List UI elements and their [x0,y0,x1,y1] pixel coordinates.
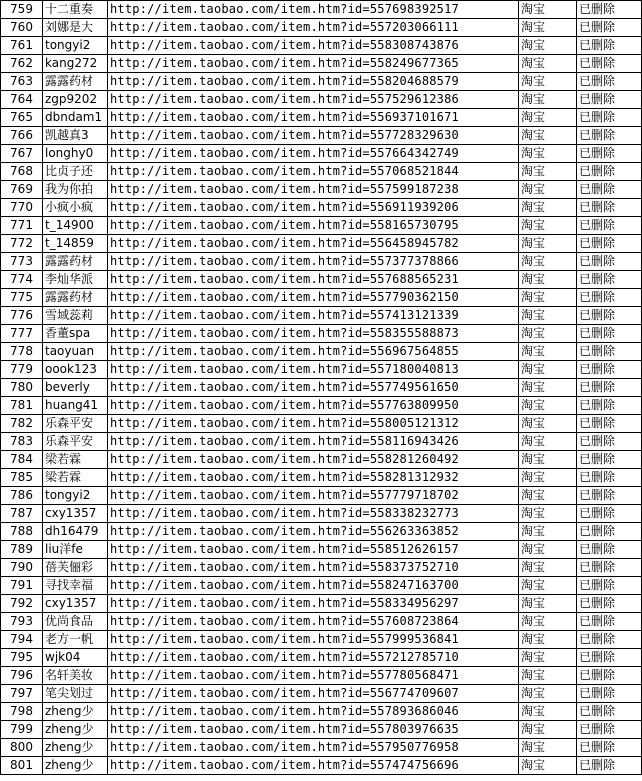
table-row[interactable] [1,721,642,739]
table-row[interactable] [1,55,642,73]
item-url-cell[interactable]: http://item.taobao.com/item.htm?id=557999536841 [108,631,519,649]
table-row[interactable] [1,181,642,199]
table-row[interactable] [1,271,642,289]
platform-cell[interactable]: 淘宝 [519,685,577,703]
table-row[interactable] [1,19,642,37]
item-url-cell[interactable]: http://item.taobao.com/item.htm?id=558281312932 [108,469,519,487]
item-url-cell[interactable]: http://item.taobao.com/item.htm?id=557749561650 [108,379,519,397]
row-number-cell[interactable]: 799 [1,721,43,739]
platform-cell[interactable]: 淘宝 [519,127,577,145]
platform-cell[interactable]: 淘宝 [519,469,577,487]
row-number-cell[interactable]: 797 [1,685,43,703]
platform-cell[interactable]: 淘宝 [519,19,577,37]
platform-cell[interactable]: 淘宝 [519,721,577,739]
row-number-cell[interactable]: 790 [1,559,43,577]
seller-name-cell[interactable]: zgp9202 [43,91,108,109]
item-url-cell[interactable]: http://item.taobao.com/item.htm?id=556263363852 [108,523,519,541]
row-number-cell[interactable]: 785 [1,469,43,487]
row-number-cell[interactable]: 774 [1,271,43,289]
row-number-cell[interactable]: 768 [1,163,43,181]
item-url-cell[interactable]: http://item.taobao.com/item.htm?id=557790362150 [108,289,519,307]
table-row[interactable] [1,595,642,613]
row-number-cell[interactable]: 796 [1,667,43,685]
status-cell[interactable]: 已删除 [577,469,642,487]
seller-name-cell[interactable]: 乐森平安 [43,433,108,451]
table-row[interactable] [1,289,642,307]
seller-name-cell[interactable]: cxy1357 [43,595,108,613]
platform-cell[interactable]: 淘宝 [519,325,577,343]
item-url-cell[interactable]: http://item.taobao.com/item.htm?id=558247163700 [108,577,519,595]
table-row[interactable] [1,145,642,163]
status-cell[interactable]: 已删除 [577,415,642,433]
seller-name-cell[interactable]: 李灿华派 [43,271,108,289]
status-cell[interactable]: 已删除 [577,559,642,577]
status-cell[interactable]: 已删除 [577,541,642,559]
status-cell[interactable]: 已删除 [577,181,642,199]
status-cell[interactable]: 已删除 [577,667,642,685]
item-url-cell[interactable]: http://item.taobao.com/item.htm?id=557377378866 [108,253,519,271]
row-number-cell[interactable]: 798 [1,703,43,721]
row-number-cell[interactable]: 788 [1,523,43,541]
seller-name-cell[interactable]: 蓓芙俪彩 [43,559,108,577]
item-url-cell[interactable]: http://item.taobao.com/item.htm?id=557780568471 [108,667,519,685]
seller-name-cell[interactable]: t_14859 [43,235,108,253]
seller-name-cell[interactable]: zheng少 [43,739,108,757]
platform-cell[interactable]: 淘宝 [519,397,577,415]
status-cell[interactable]: 已删除 [577,325,642,343]
platform-cell[interactable]: 淘宝 [519,379,577,397]
table-row[interactable] [1,361,642,379]
table-row[interactable] [1,451,642,469]
seller-name-cell[interactable]: zheng少 [43,703,108,721]
item-url-cell[interactable]: http://item.taobao.com/item.htm?id=557688565231 [108,271,519,289]
row-number-cell[interactable]: 794 [1,631,43,649]
row-number-cell[interactable]: 795 [1,649,43,667]
table-row[interactable] [1,235,642,253]
seller-name-cell[interactable]: 露露药材 [43,253,108,271]
platform-cell[interactable]: 淘宝 [519,307,577,325]
seller-name-cell[interactable]: wjk04 [43,649,108,667]
seller-name-cell[interactable]: longhy0 [43,145,108,163]
platform-cell[interactable]: 淘宝 [519,433,577,451]
status-cell[interactable]: 已删除 [577,739,642,757]
item-url-cell[interactable]: http://item.taobao.com/item.htm?id=558249677365 [108,55,519,73]
item-url-cell[interactable]: http://item.taobao.com/item.htm?id=558204688579 [108,73,519,91]
platform-cell[interactable]: 淘宝 [519,163,577,181]
status-cell[interactable]: 已删除 [577,433,642,451]
seller-name-cell[interactable]: 香董spa [43,325,108,343]
status-cell[interactable]: 已删除 [577,271,642,289]
seller-name-cell[interactable]: zheng少 [43,757,108,775]
seller-name-cell[interactable]: t_14900 [43,217,108,235]
platform-cell[interactable]: 淘宝 [519,37,577,55]
platform-cell[interactable]: 淘宝 [519,55,577,73]
status-cell[interactable]: 已删除 [577,199,642,217]
row-number-cell[interactable]: 792 [1,595,43,613]
table-row[interactable] [1,109,642,127]
row-number-cell[interactable]: 779 [1,361,43,379]
item-url-cell[interactable]: http://item.taobao.com/item.htm?id=558334956297 [108,595,519,613]
platform-cell[interactable]: 淘宝 [519,487,577,505]
status-cell[interactable]: 已删除 [577,253,642,271]
status-cell[interactable]: 已删除 [577,37,642,55]
seller-name-cell[interactable]: 凯越真3 [43,127,108,145]
item-url-cell[interactable]: http://item.taobao.com/item.htm?id=557413121339 [108,307,519,325]
row-number-cell[interactable]: 780 [1,379,43,397]
table-row[interactable] [1,559,642,577]
status-cell[interactable]: 已删除 [577,451,642,469]
row-number-cell[interactable]: 789 [1,541,43,559]
platform-cell[interactable]: 淘宝 [519,145,577,163]
table-row[interactable] [1,217,642,235]
status-cell[interactable]: 已删除 [577,505,642,523]
table-row[interactable] [1,127,642,145]
table-row[interactable] [1,613,642,631]
seller-name-cell[interactable]: beverly [43,379,108,397]
platform-cell[interactable]: 淘宝 [519,181,577,199]
status-cell[interactable]: 已删除 [577,289,642,307]
table-row[interactable] [1,73,642,91]
item-url-cell[interactable]: http://item.taobao.com/item.htm?id=557893686046 [108,703,519,721]
platform-cell[interactable]: 淘宝 [519,613,577,631]
platform-cell[interactable]: 淘宝 [519,343,577,361]
seller-name-cell[interactable]: 露露药材 [43,289,108,307]
table-row[interactable] [1,523,642,541]
platform-cell[interactable]: 淘宝 [519,667,577,685]
platform-cell[interactable]: 淘宝 [519,109,577,127]
item-url-cell[interactable]: http://item.taobao.com/item.htm?id=556458945782 [108,235,519,253]
table-row[interactable] [1,433,642,451]
row-number-cell[interactable]: 776 [1,307,43,325]
seller-name-cell[interactable]: 寻找幸福 [43,577,108,595]
item-url-cell[interactable]: http://item.taobao.com/item.htm?id=558338232773 [108,505,519,523]
status-cell[interactable]: 已删除 [577,55,642,73]
item-url-cell[interactable]: http://item.taobao.com/item.htm?id=558281260492 [108,451,519,469]
row-number-cell[interactable]: 762 [1,55,43,73]
table-row[interactable] [1,379,642,397]
status-cell[interactable]: 已删除 [577,109,642,127]
item-url-cell[interactable]: http://item.taobao.com/item.htm?id=557698392517 [108,1,519,19]
status-cell[interactable]: 已删除 [577,757,642,775]
row-number-cell[interactable]: 778 [1,343,43,361]
row-number-cell[interactable]: 765 [1,109,43,127]
platform-cell[interactable]: 淘宝 [519,703,577,721]
item-url-cell[interactable]: http://item.taobao.com/item.htm?id=558116943426 [108,433,519,451]
item-url-cell[interactable]: http://item.taobao.com/item.htm?id=558308743876 [108,37,519,55]
table-row[interactable] [1,541,642,559]
table-row[interactable] [1,649,642,667]
table-row[interactable] [1,253,642,271]
status-cell[interactable]: 已删除 [577,1,642,19]
seller-name-cell[interactable]: zheng少 [43,721,108,739]
row-number-cell[interactable]: 771 [1,217,43,235]
item-url-cell[interactable]: http://item.taobao.com/item.htm?id=556937101671 [108,109,519,127]
row-number-cell[interactable]: 791 [1,577,43,595]
platform-cell[interactable]: 淘宝 [519,415,577,433]
seller-name-cell[interactable]: 优尚食品 [43,613,108,631]
platform-cell[interactable]: 淘宝 [519,523,577,541]
status-cell[interactable]: 已删除 [577,631,642,649]
row-number-cell[interactable]: 759 [1,1,43,19]
row-number-cell[interactable]: 761 [1,37,43,55]
seller-name-cell[interactable]: 比贞子还 [43,163,108,181]
item-url-cell[interactable]: http://item.taobao.com/item.htm?id=558355588873 [108,325,519,343]
seller-name-cell[interactable]: 梁若霖 [43,451,108,469]
table-row[interactable] [1,307,642,325]
status-cell[interactable]: 已删除 [577,91,642,109]
status-cell[interactable]: 已删除 [577,217,642,235]
table-row[interactable] [1,757,642,775]
item-url-cell[interactable]: http://item.taobao.com/item.htm?id=558005121312 [108,415,519,433]
table-row[interactable] [1,415,642,433]
table-row[interactable] [1,343,642,361]
seller-name-cell[interactable]: liu洋fe [43,541,108,559]
seller-name-cell[interactable]: 梁若霖 [43,469,108,487]
item-url-cell[interactable]: http://item.taobao.com/item.htm?id=557180040813 [108,361,519,379]
table-row[interactable] [1,397,642,415]
platform-cell[interactable]: 淘宝 [519,757,577,775]
platform-cell[interactable]: 淘宝 [519,595,577,613]
table-body [1,1,642,775]
seller-name-cell[interactable]: oook123 [43,361,108,379]
row-number-cell[interactable]: 764 [1,91,43,109]
item-url-cell[interactable]: http://item.taobao.com/item.htm?id=557728329630 [108,127,519,145]
table-row[interactable] [1,685,642,703]
item-url-cell[interactable]: http://item.taobao.com/item.htm?id=557203066111 [108,19,519,37]
seller-name-cell[interactable]: 笔尖划过 [43,685,108,703]
table-row[interactable] [1,37,642,55]
row-number-cell[interactable]: 781 [1,397,43,415]
status-cell[interactable]: 已删除 [577,19,642,37]
table-row[interactable] [1,325,642,343]
seller-name-cell[interactable]: 雪域蕊莉 [43,307,108,325]
platform-cell[interactable]: 淘宝 [519,577,577,595]
seller-name-cell[interactable]: 名轩美妆 [43,667,108,685]
status-cell[interactable]: 已删除 [577,307,642,325]
status-cell[interactable]: 已删除 [577,379,642,397]
seller-name-cell[interactable]: tongyi2 [43,37,108,55]
item-url-cell[interactable]: http://item.taobao.com/item.htm?id=557529612386 [108,91,519,109]
platform-cell[interactable]: 淘宝 [519,631,577,649]
table-row[interactable] [1,487,642,505]
platform-cell[interactable]: 淘宝 [519,451,577,469]
row-number-cell[interactable]: 775 [1,289,43,307]
platform-cell[interactable]: 淘宝 [519,649,577,667]
status-cell[interactable]: 已删除 [577,523,642,541]
seller-name-cell[interactable]: 十二重奏 [43,1,108,19]
table-row[interactable] [1,739,642,757]
status-cell[interactable]: 已删除 [577,721,642,739]
row-number-cell[interactable]: 786 [1,487,43,505]
seller-name-cell[interactable]: 刘娜是大 [43,19,108,37]
platform-cell[interactable]: 淘宝 [519,739,577,757]
seller-name-cell[interactable]: dbndam1 [43,109,108,127]
item-url-cell[interactable]: http://item.taobao.com/item.htm?id=557664342749 [108,145,519,163]
status-cell[interactable]: 已删除 [577,163,642,181]
row-number-cell[interactable]: 793 [1,613,43,631]
status-cell[interactable]: 已删除 [577,487,642,505]
row-number-cell[interactable]: 772 [1,235,43,253]
platform-cell[interactable]: 淘宝 [519,91,577,109]
item-url-cell[interactable]: http://item.taobao.com/item.htm?id=557608723864 [108,613,519,631]
table-row[interactable] [1,91,642,109]
seller-name-cell[interactable]: dh16479 [43,523,108,541]
row-number-cell[interactable]: 769 [1,181,43,199]
row-number-cell[interactable]: 770 [1,199,43,217]
platform-cell[interactable]: 淘宝 [519,199,577,217]
row-number-cell[interactable]: 782 [1,415,43,433]
item-url-cell[interactable]: http://item.taobao.com/item.htm?id=557212785710 [108,649,519,667]
seller-name-cell[interactable]: kang272 [43,55,108,73]
seller-name-cell[interactable]: taoyuan [43,343,108,361]
row-number-cell[interactable]: 801 [1,757,43,775]
platform-cell[interactable]: 淘宝 [519,559,577,577]
item-url-cell[interactable]: http://item.taobao.com/item.htm?id=557950776958 [108,739,519,757]
row-number-cell[interactable]: 760 [1,19,43,37]
row-number-cell[interactable]: 783 [1,433,43,451]
item-url-cell[interactable]: http://item.taobao.com/item.htm?id=558165730795 [108,217,519,235]
platform-cell[interactable]: 淘宝 [519,235,577,253]
table-row[interactable] [1,703,642,721]
row-number-cell[interactable]: 784 [1,451,43,469]
row-number-cell[interactable]: 767 [1,145,43,163]
status-cell[interactable]: 已删除 [577,595,642,613]
platform-cell[interactable]: 淘宝 [519,271,577,289]
row-number-cell[interactable]: 800 [1,739,43,757]
item-url-cell[interactable]: http://item.taobao.com/item.htm?id=556911939206 [108,199,519,217]
item-url-cell[interactable]: http://item.taobao.com/item.htm?id=557763809950 [108,397,519,415]
item-url-cell[interactable]: http://item.taobao.com/item.htm?id=558512626157 [108,541,519,559]
platform-cell[interactable]: 淘宝 [519,1,577,19]
seller-name-cell[interactable]: cxy1357 [43,505,108,523]
table-row[interactable] [1,577,642,595]
platform-cell[interactable]: 淘宝 [519,73,577,91]
row-number-cell[interactable]: 787 [1,505,43,523]
status-cell[interactable]: 已删除 [577,685,642,703]
seller-name-cell[interactable]: 露露药材 [43,73,108,91]
seller-name-cell[interactable]: 乐森平安 [43,415,108,433]
table-row[interactable] [1,469,642,487]
table-row[interactable] [1,631,642,649]
platform-cell[interactable]: 淘宝 [519,505,577,523]
table-row[interactable] [1,505,642,523]
status-cell[interactable]: 已删除 [577,613,642,631]
status-cell[interactable]: 已删除 [577,649,642,667]
status-cell[interactable]: 已删除 [577,343,642,361]
row-number-cell[interactable]: 763 [1,73,43,91]
item-url-cell[interactable]: http://item.taobao.com/item.htm?id=556774709607 [108,685,519,703]
table-row[interactable] [1,667,642,685]
platform-cell[interactable]: 淘宝 [519,541,577,559]
item-url-cell[interactable]: http://item.taobao.com/item.htm?id=557779718702 [108,487,519,505]
seller-name-cell[interactable]: huang41 [43,397,108,415]
platform-cell[interactable]: 淘宝 [519,253,577,271]
row-number-cell[interactable]: 766 [1,127,43,145]
row-number-cell[interactable]: 773 [1,253,43,271]
item-url-cell[interactable]: http://item.taobao.com/item.htm?id=557803976635 [108,721,519,739]
status-cell[interactable]: 已删除 [577,397,642,415]
platform-cell[interactable]: 淘宝 [519,217,577,235]
table-row[interactable] [1,199,642,217]
status-cell[interactable]: 已删除 [577,145,642,163]
item-url-cell[interactable]: http://item.taobao.com/item.htm?id=557068521844 [108,163,519,181]
item-url-cell[interactable]: http://item.taobao.com/item.htm?id=558373752710 [108,559,519,577]
status-cell[interactable]: 已删除 [577,703,642,721]
platform-cell[interactable]: 淘宝 [519,289,577,307]
seller-name-cell[interactable]: 我为你拍 [43,181,108,199]
seller-name-cell[interactable]: 老方一帆 [43,631,108,649]
seller-name-cell[interactable]: tongyi2 [43,487,108,505]
row-number-cell[interactable]: 777 [1,325,43,343]
platform-cell[interactable]: 淘宝 [519,361,577,379]
seller-name-cell[interactable]: 小疯小疯 [43,199,108,217]
status-cell[interactable]: 已删除 [577,577,642,595]
status-cell[interactable]: 已删除 [577,127,642,145]
item-url-cell[interactable]: http://item.taobao.com/item.htm?id=557599187238 [108,181,519,199]
status-cell[interactable]: 已删除 [577,235,642,253]
table-row[interactable] [1,163,642,181]
item-url-cell[interactable]: http://item.taobao.com/item.htm?id=557474756696 [108,757,519,775]
table-row[interactable] [1,1,642,19]
status-cell[interactable]: 已删除 [577,73,642,91]
status-cell[interactable]: 已删除 [577,361,642,379]
item-url-cell[interactable]: http://item.taobao.com/item.htm?id=556967564855 [108,343,519,361]
